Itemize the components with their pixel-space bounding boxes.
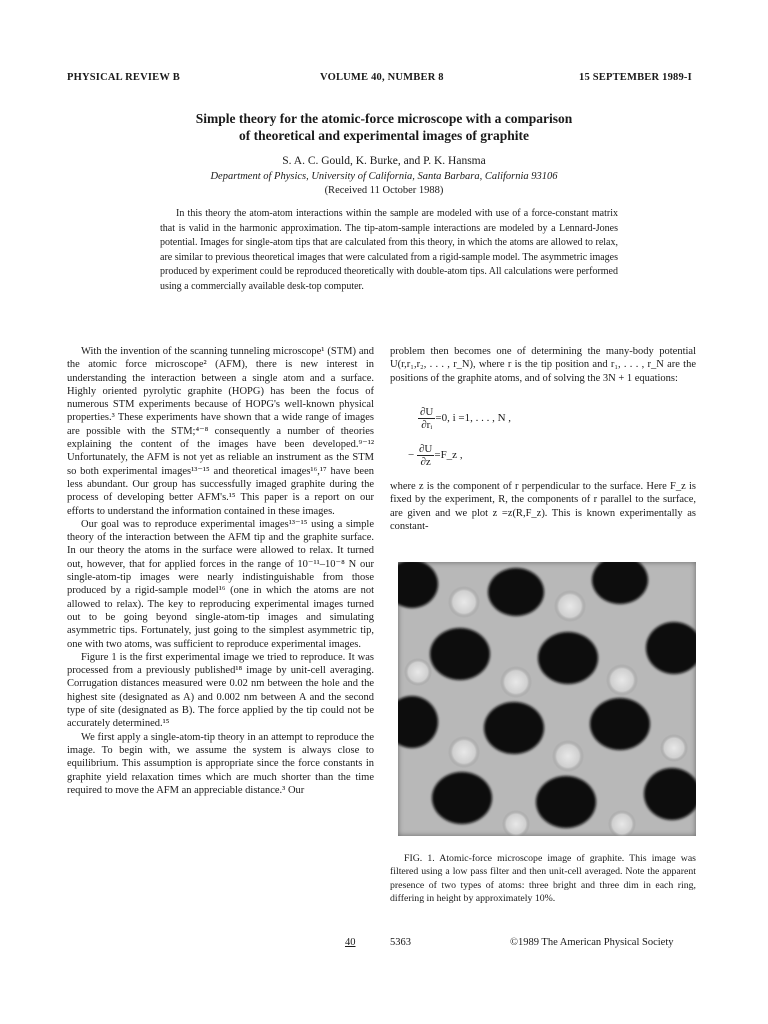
abstract (160, 207, 618, 294)
volume-number: VOLUME 40, NUMBER 8 (320, 72, 444, 83)
eq1-denominator: ∂rᵢ (421, 419, 433, 431)
afm-graphite-image (398, 562, 696, 836)
copyright: ©1989 The American Physical Society (510, 937, 674, 948)
intro-paragraph-4: We first apply a single-atom-tip theory in an attempt to reproduce the image. To begin with, we assume the system is always close to equilibrium. This assumption is appropriate since the force constants in graphite yield relaxation times which are much shorter than the time required to move the AFM an appreciable distance.³ Our (67, 731, 374, 796)
footer-volume: 40 (345, 937, 356, 948)
eq2-denominator: ∂z (420, 456, 431, 468)
issue-date: 15 SEPTEMBER 1989-I (579, 72, 692, 83)
left-column (67, 345, 374, 797)
eq1-rhs: =0, i =1, . . . , N , (435, 412, 512, 425)
figure-caption (390, 852, 696, 906)
right-column (390, 345, 696, 385)
authors: S. A. C. Gould, K. Burke, and P. K. Hansma (282, 155, 486, 167)
received-date: (Received 11 October 1988) (324, 185, 444, 196)
intro-paragraph-1: With the invention of the scanning tunneling microscope¹ (STM) and the atomic force microscope² (AFM), there is new interest in understanding the interaction between a single atom and a surface. Highly oriented pyrolytic graphite (HOPG) has been the focus of numerous STM experiments because of HOPG's well-known physical properties.³ These experiments have shown that a wide range of images are possible with the STM;⁴⁻⁸ consequently a number of theories explaining the content of the images have been developed.⁹⁻¹² Unfortunately, the AFM is not yet as reliable an instrument as the STM so both experimental images¹³⁻¹⁵ and theoretical images¹⁶,¹⁷ have been less abundant. Our group has successfully imaged graphite during the process of developing better AFM's.¹⁵ This paper is a report on our efforts to understand the information contained in these images. (67, 346, 374, 517)
journal-name: PHYSICAL REVIEW B (67, 72, 180, 83)
equation-2: − $\frac{\partial U}{\partial z}$ =F_z , (408, 443, 463, 468)
paper-title (0, 110, 768, 144)
right-paragraph-2: where z is the component of r perpendicular to the surface. Here F_z is fixed by the experiment, R, the components of r parallel to the surface, are given and we plot z =z(R,F_z). This is known experimentally as constant- (390, 481, 696, 532)
intro-paragraph-2: Our goal was to reproduce experimental images¹³⁻¹⁵ using a simple theory of the interaction between the AFM tip and the graphite surface. In our theory the atoms in the surface were allowed to relax. It turned out, however, that for applied forces in the range of 10⁻¹¹–10⁻⁸ N our single-atom-tip images were nearly indistinguishable from those produced by a rigid-sample model¹⁶ (one in which the atoms are not allowed to relax). The key to reproducing experimental images turned out to be going beyond single-atom-tip images and simulating asymmetric tips. Fortunately, just going to the simplest asymmetric tip, one with two atoms, was sufficient to reproduce experimental images. (67, 518, 374, 650)
affiliation: Department of Physics, University of California, Santa Barbara, California 93106 (210, 171, 558, 182)
intro-paragraph-3: Figure 1 is the first experimental image we tried to reproduce. It was processed from a previously published¹⁸ image by unit-cell averaging. Corrugation distances measured were 0.02 nm between the hole and the highest site (designated as A) and 0.002 nm between A and the second type of site (designated as B). The force applied by the tip could not be accurately determined.¹⁵ (67, 651, 374, 730)
title-line-2: of theoretical and experimental images of graphite (239, 128, 529, 143)
equation-1 (418, 406, 511, 431)
eq2-numerator: ∂U (418, 443, 433, 455)
title-line-1: Simple theory for the atomic-force microscope with a comparison (195, 111, 573, 126)
eq2-rhs: =F_z , (434, 449, 463, 462)
afm-image-svg (398, 562, 696, 836)
right-paragraph-2-container (390, 480, 696, 533)
figure-caption-text: FIG. 1. Atomic-force microscope image of graphite. This image was filtered using a low pass filter and then unit-cell averaged. Note the apparent presence of two types of atoms: three bright and three dim in each ring, differing in height by approximately 10%. (390, 853, 696, 905)
right-paragraph-1: problem then becomes one of determining the many-body potential U(r,r₁,r₂, . . . , r_N), where r is the tip position and r₁, . . . , r_N are the positions of the graphite atoms, and of solving the 3N + 1 equations: (390, 346, 696, 384)
abstract-text: In this theory the atom-atom interactions within the sample are modeled with use of a force-constant matrix that is valid in the harmonic approximation. The tip-atom-sample interactions are modeled by a Lennard-Jones potential. Images for single-atom tips that are calculated from this theory, in which the atoms are allowed to relax, are similar to previous theoretical images that were calculated from a rigid-sample model. The asymmetric images produced by experiment could be reproduced theoretically with double-atom tips. All calculations were performed using a commercially available desk-top computer. (160, 208, 618, 292)
page-number: 5363 (390, 937, 411, 948)
eq1-numerator: ∂U (420, 406, 434, 418)
